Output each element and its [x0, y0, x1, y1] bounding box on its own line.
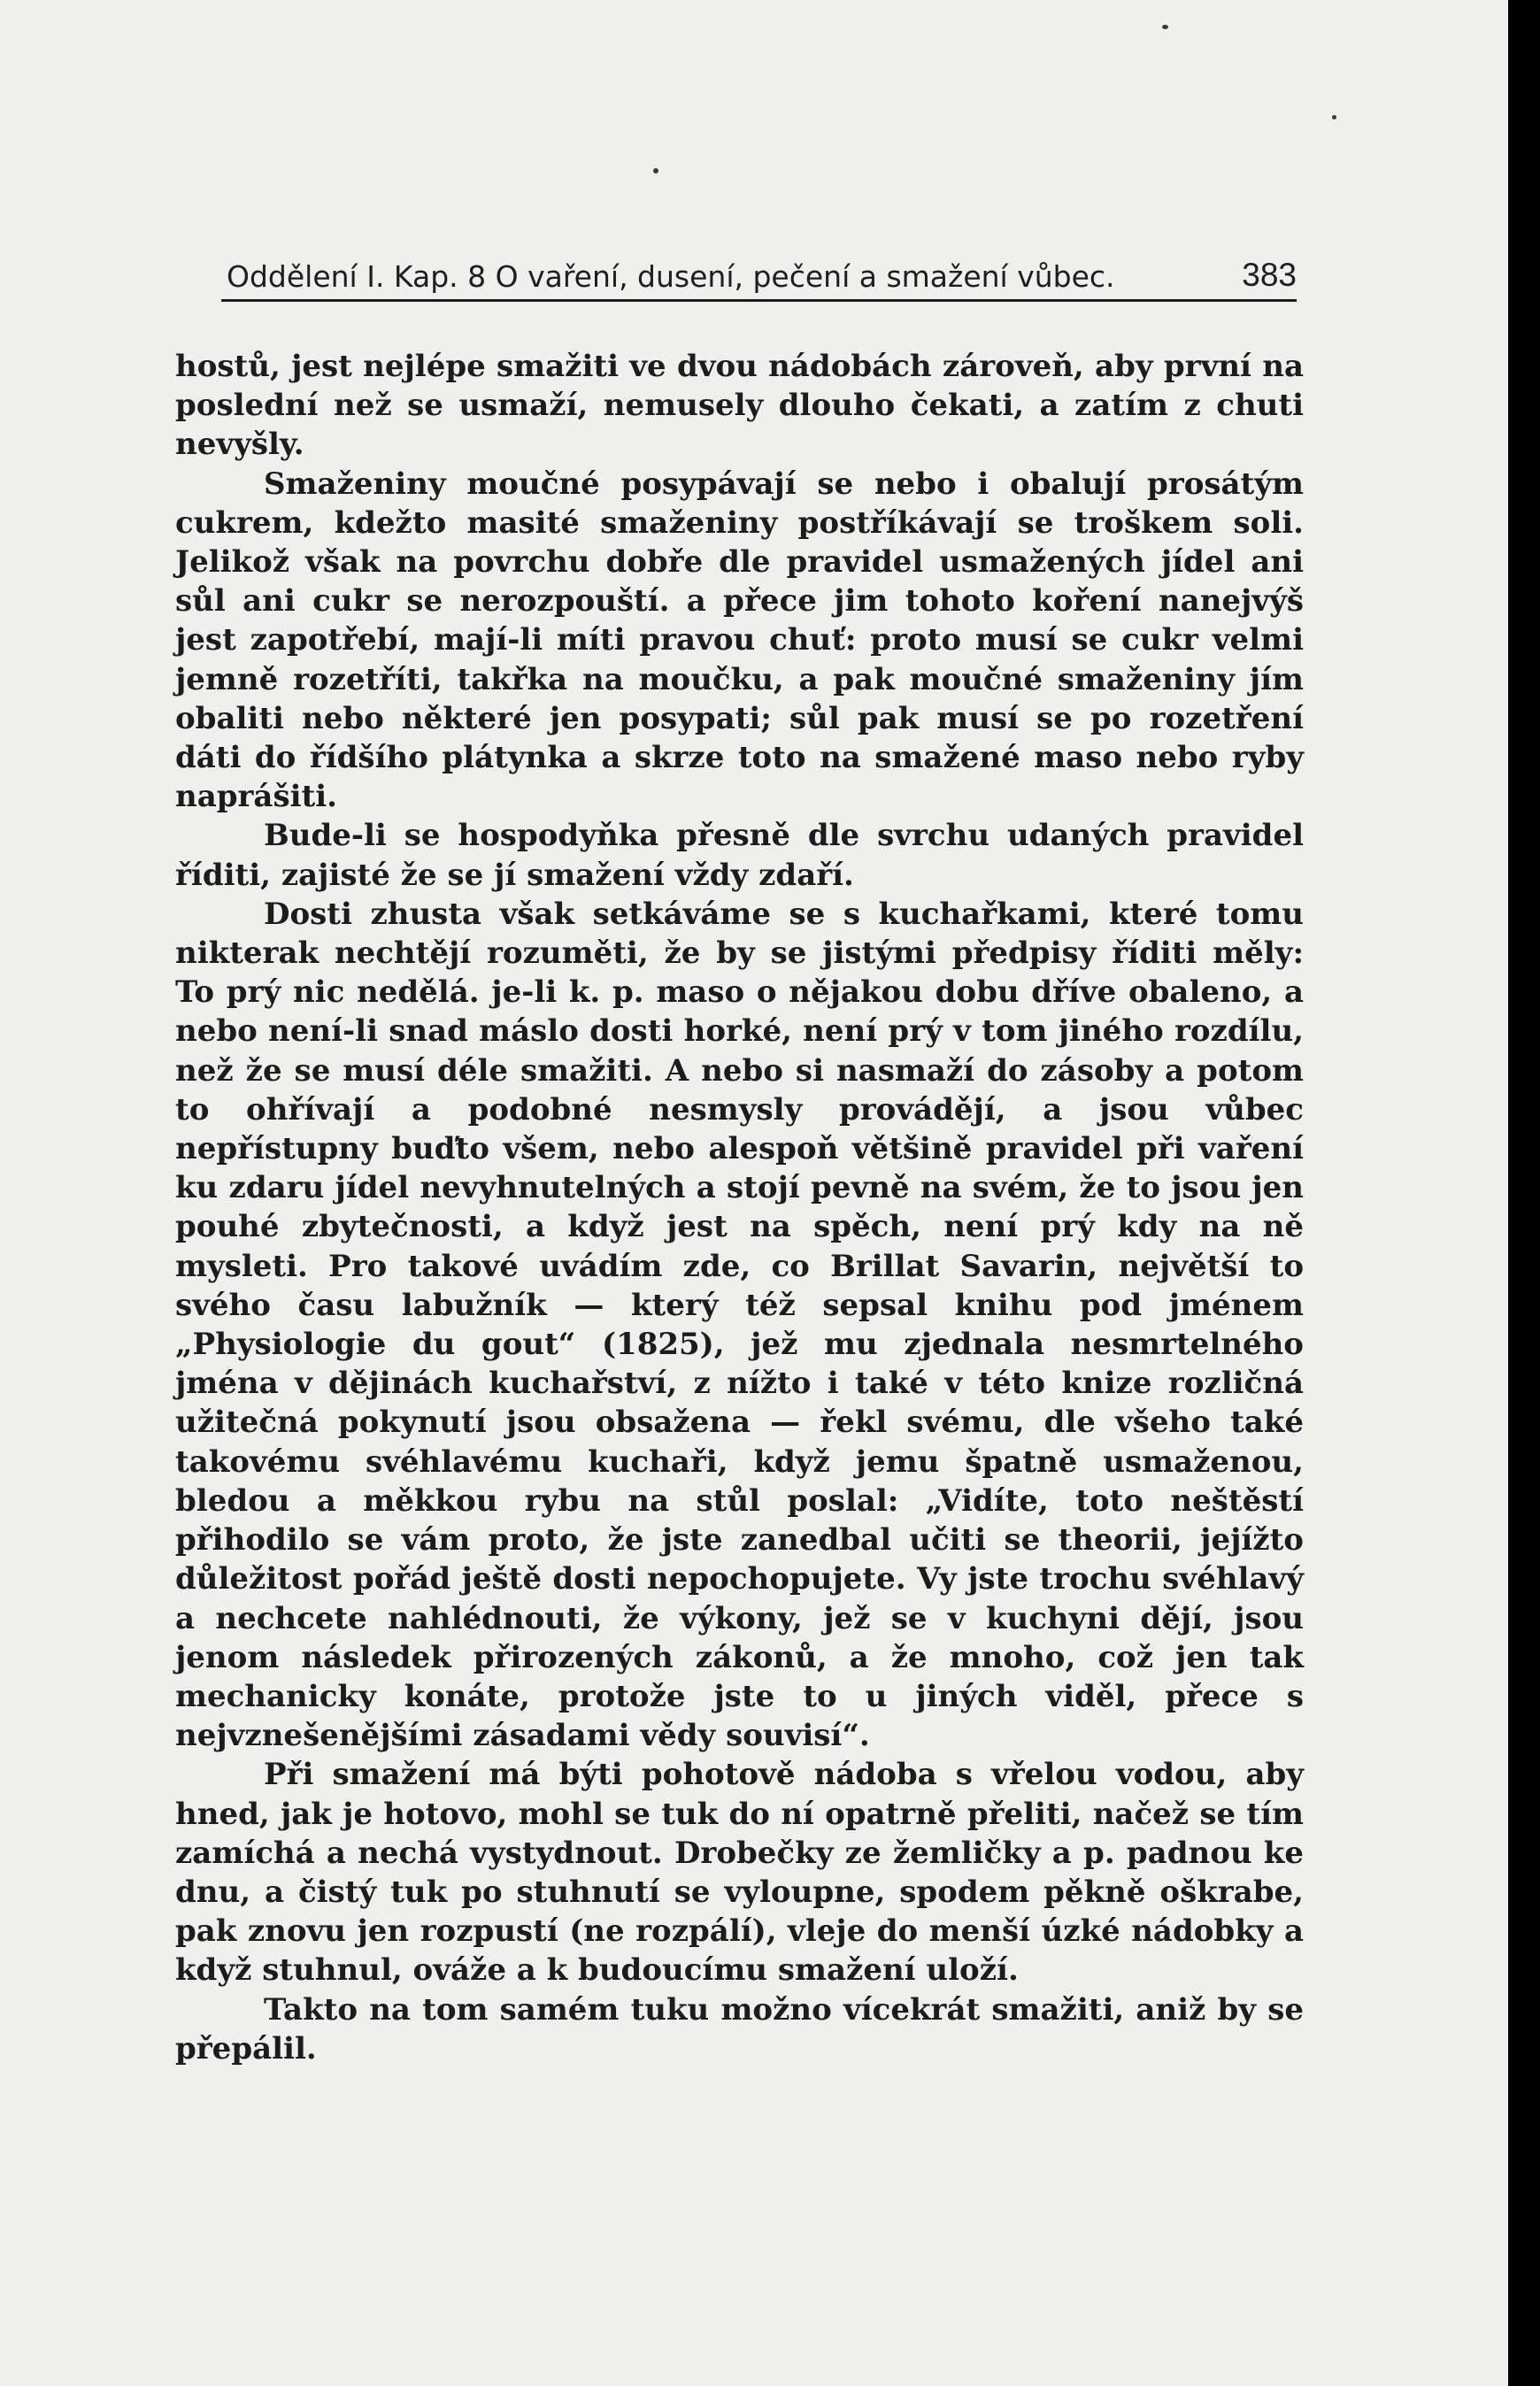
- body-text: [175, 347, 1304, 2068]
- paragraph: Smaženiny moučné posypávají se nebo i obalují prosátým cukrem, kdežto masité smaženiny postříkávají se troškem soli. Jelikož však na povrchu dobře dle pravidel usmažených jídel ani sůl ani cukr se nerozpouští. a přece jim tohoto koření nanejvýš jest zapotřebí, mají-li míti pravou chuť: proto musí se cukr velmi jemně rozetříti, takřka na moučku, a pak moučné smaženiny jím obaliti nebo některé jen posypati; sůl pak musí se po rozetření dáti do řídšího plátynka a skrze toto na smažené maso nebo ryby naprášiti.: [175, 466, 1304, 815]
- paper-speck: [1332, 115, 1336, 119]
- running-header: [221, 257, 1297, 302]
- paper-speck: [653, 168, 658, 173]
- paragraph: Při smažení má býti pohotově nádoba s vřelou vodou, aby hned, jak je hotovo, mohl se tuk do ní opatrně přeliti, načež se tím zamíchá a nechá vystydnout. Drobečky ze žemličky a p. padnou ke dnu, a čistý tuk po stuhnutí se vyloupne, spodem pěkně oškrabe, pak znovu jen rozpustí (ne rozpálí), vleje do menší úzké nádobky a když stuhnul, ováže a k budoucímu smažení uloží.: [175, 1757, 1304, 1989]
- paragraph: Bude-li se hospodyňka přesně dle svrchu udaných pravidel říditi, zajisté že se jí smažení vždy zdaří.: [175, 818, 1304, 893]
- paper-speck: [1162, 25, 1168, 29]
- paragraph: Dosti zhusta však setkáváme se s kuchařkami, které tomu nikterak nechtějí rozuměti, že by se jistými předpisy říditi měly: To prý nic nedělá. je-li k. p. maso o nějakou dobu dříve obaleno, a nebo není-li snad máslo dosti horké, není prý v tom jiného rozdílu, než že se musí déle smažiti. A nebo si nasmaží do zásoby a potom to ohřívají a podobné nesmysly provádějí, a jsou vůbec nepřístupny buďto všem, nebo alespoň většině pravidel při vaření ku zdaru jídel nevyhnutelných a stojí pevně na svém, že to jsou jen pouhé zbytečnosti, a když jest na spěch, není prý kdy na ně mysleti. Pro takové uvádím zde, co Brillat Savarin, největší to svého času labužník — který též sepsal knihu pod jménem „Physiologie du gout“ (1825), jež mu zjednala nesmrtelného jména v dějinách kuchařství, z nížto i také v této knize rozličná užitečná pokynutí jsou obsažena — řekl svému, dle všeho také takovému svéhlavému kuchaři, když jemu špatně usmaženou, bledou a měkkou rybu na stůl poslal: „Vidíte, toto neštěstí přihodilo se vám proto, že jste zanedbal učiti se theorii, jejížto důležitost pořád ještě dosti nepochopujete. Vy jste trochu svéhlavý a nechcete nahlédnouti, že výkony, jež se v kuchyni dějí, jsou jenom následek přirozených zákonů, a že mnoho, což jen tak mechanicky konáte, protože jste to u jiných viděl, přece s nejvznešenějšími zásadami vědy souvisí“.: [175, 896, 1304, 1754]
- running-header-title: Oddělení I. Kap. 8 O vaření, dusení, pečení a smažení vůbec.: [227, 259, 1115, 294]
- paragraph: hostů, jest nejlépe smažiti ve dvou nádobách zároveň, aby první na poslední než se usmaží, nemusely dlouho čekati, a zatím z chuti nevyšly.: [175, 349, 1304, 463]
- paragraph: Takto na tom samém tuku možno vícekrát smažiti, aniž by se přepálil.: [175, 1991, 1304, 2067]
- page-number: 383: [1242, 257, 1297, 293]
